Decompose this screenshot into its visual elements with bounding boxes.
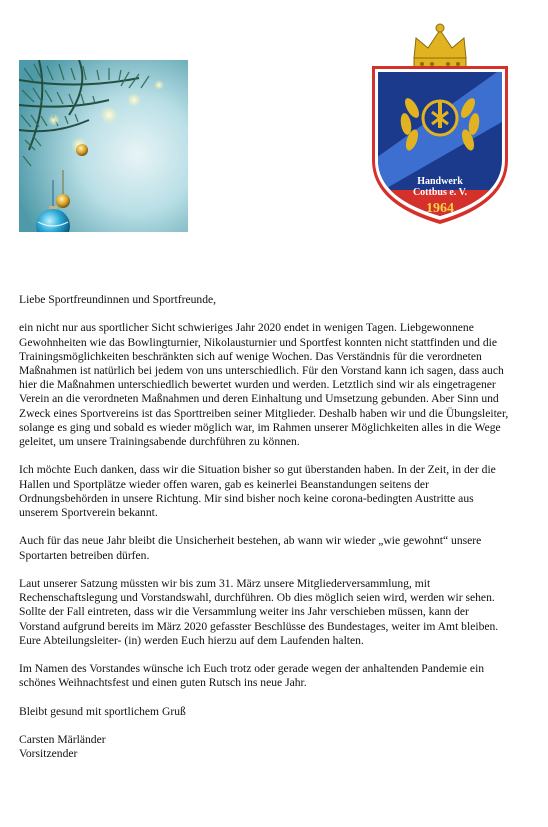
club-crest-logo [366,20,514,224]
crest-year: 1964 [426,201,454,216]
paragraph-2: Ich möchte Euch danken, dass wir die Situation bisher so gut überstanden haben. In der Zeit, in der die Hallen und Sportplätze wieder offen waren, gab es keinerlei Beanstandungen seitens der Ordnungsbehörden in unsere Richtung. Mir sind bisher noch keine corona-bedingten Austritte aus unserem Sportverein bekannt. [19,463,496,520]
paragraph-5: Im Namen des Vorstandes wünsche ich Euch trotz oder gerade wegen der anhaltenden Pandemie ein schönes Weihnachtsfest und einen guten Rutsch ins neue Jahr. [19,662,485,690]
letter-body [19,293,509,762]
crest-line2: Cottbus e. V. [412,187,468,198]
crown-icon [414,24,466,70]
paragraph-3: Auch für das neue Jahr bleibt die Unsicherheit bestehen, ab wann wir wieder „wie gewohnt“ unsere Sportarten betreiben dürfen. [19,534,482,562]
paragraph-1: ein nicht nur aus sportlicher Sicht schwieriges Jahr 2020 endet in wenigen Tagen. Liebgewonnene Gewohnheiten wie das Bowlingturnier, Nikolausturnier und Sportfest konnten nicht stattfinden und die Trainingsmöglichkeiten beschränkten sich auf wenige Wochen. Das Verständnis für die verordneten Maßnahmen ist natürlich bei jedem von uns unterschiedlich. Für den Vorstand kann ich sagen, dass auch hier die Maßnahmen unterschiedlich bewertet wurden und werden. Letztlich sind wir als eingetragener Verein an die verordneten Maßnahmen und deren Einhaltung und Umsetzung gebunden. Aber Sinn und Zweck eines Sportvereins ist das Sporttreiben seiner Mitglieder. Deshalb haben wir und die Übungsleiter, solange es ging und sobald es wieder möglich war, im Rahmen unserer Möglichkeiten alles in die Wege geleitet, um unsere Trainingsabende durchführen zu können. [19,321,509,449]
christmas-ornament-photo [19,60,188,232]
crest-line1: Handwerk [417,176,463,187]
paragraph-4: Laut unserer Satzung müssten wir bis zum 31. März unsere Mitgliederversammlung, mit Rechenschaftslegung und Vorstandswahl, durchführen. Ob dies möglich seien wird, werden wir sehen. Sollte der Fall eintreten, dass wir die Versammlung weiter ins Jahr verschieben müssen, kann der Vorstand aufgrund bereits im März 2020 gefasster Beschlüsse des Bundestages, weiter im Amt bleiben. Eure Abteilungsleiter- (in) werden Euch hierzu auf dem Laufenden halten. [19,577,499,647]
closing: Bleibt gesund mit sportlichem Gruß [19,704,186,718]
signature-title: Vorsitzender [19,747,78,761]
salutation: Liebe Sportfreundinnen und Sportfreunde, [19,293,217,306]
signature-name: Carsten Märländer [19,733,106,747]
